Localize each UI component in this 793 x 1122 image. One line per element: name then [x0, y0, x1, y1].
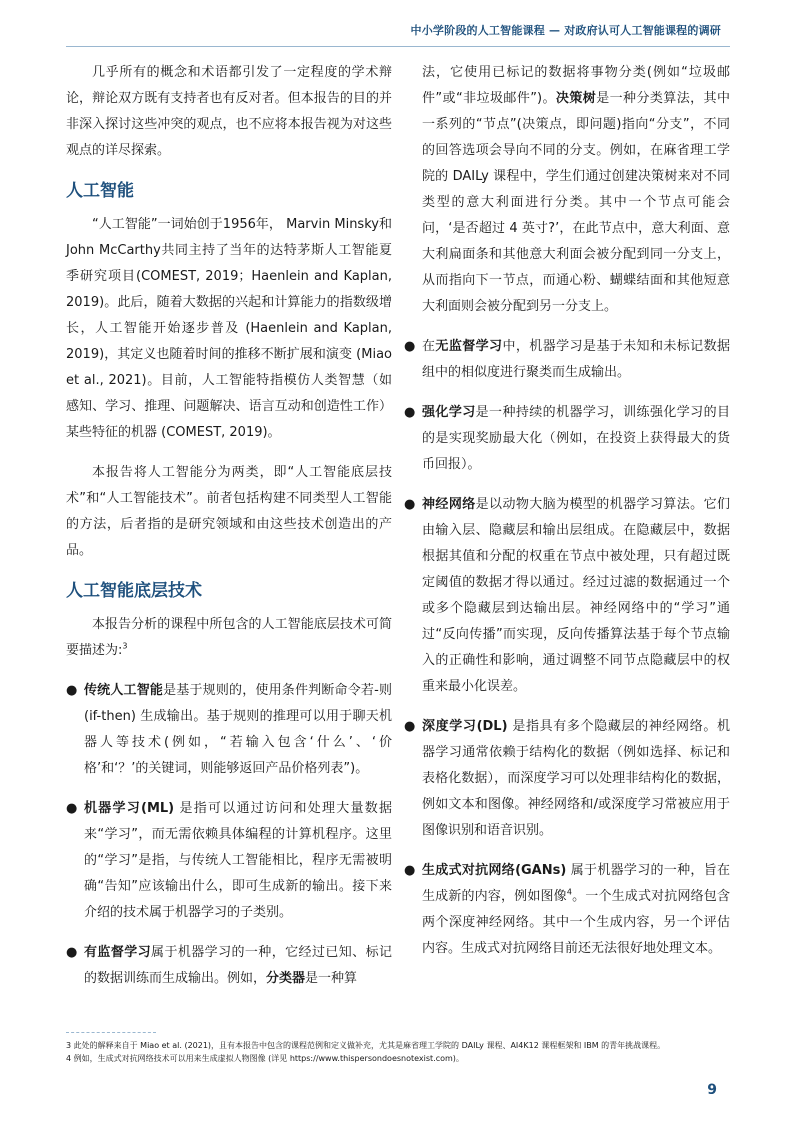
bullet-icon: ●: [404, 863, 416, 878]
desc-decision-tree: 是一种分类算法，其中一系列的“节点”(决策点，即问题)指向“分支”，不同的回答选项会导向不同的分支。例如，在麻省理工学院的 DAILy 课程中，学生们通过创建决策树来对不同类型的意大利面进行分类。其中一个节点可能会问，‘是否超过 4 英寸?’，在此节点中，意大利面、意大利扁面条和其他意大利面会被分配到同一分支上，从而指向下一节点，而通心粉、蝴蝶结面和其他短意大利面则会被分配到另一分支上。: [422, 91, 730, 314]
list-item-neural-network: [404, 492, 730, 700]
term-supervised: 有监督学习: [84, 945, 152, 960]
list-item-deep-learning: [404, 714, 730, 844]
base-intro-text: 本报告分析的课程中所包含的人工智能底层技术可简要描述为:: [66, 617, 392, 658]
header-title: 中小学阶段的人工智能课程: [410, 24, 545, 37]
bullet-icon: ●: [66, 945, 78, 960]
footnote-3: 3 此处的解释来自于 Miao et al. (2021)，且有本报告中包含的课程范例和定义做补充，尤其是麻省理工学院的 DAILy 课程、AI4K12 课程框架和 IBM 的青年挑战课程。: [66, 1041, 666, 1050]
footnotes: [66, 1040, 730, 1066]
desc-neural-network: 是以动物大脑为模型的机器学习算法。它们由输入层、隐藏层和输出层组成。在隐藏层中，数据根据其值和分配的权重在节点中被处理，只有超过既定阈值的数据才得以通过。经过过滤的数据通过一个或多个隐藏层到达输出层。神经网络中的“学习”通过“反向传播”而实现，反向传播算法基于每个节点输入的正确性和影响，通过调整不同节点隐藏层中的权重来最小化误差。: [422, 497, 730, 694]
desc-classifier: 是一种算: [305, 971, 358, 986]
bullet-icon: ●: [66, 683, 78, 698]
left-column: [66, 60, 392, 1006]
desc-reinforcement: 是一种持续的机器学习，训练强化学习的目的是实现奖励最大化（例如，在投资上获得最大的货币回报）。: [422, 405, 730, 472]
term-decision-tree: 决策树: [555, 91, 597, 106]
footnote-ref-3[interactable]: 3: [122, 641, 128, 651]
running-header: [411, 22, 721, 38]
unsupervised-pre: 在: [422, 339, 436, 354]
desc-traditional-ai: 是基于规则的，使用条件判断命令若-则 (if-then) 生成输出。基于规则的推理可以用于聊天机器人等技术(例如，“若输入包含‘什么’、‘价格’和‘？’的关键词，则能够返回产品价格列表”)。: [84, 683, 392, 776]
term-reinforcement: 强化学习: [422, 405, 476, 420]
supervised-continued: [404, 60, 730, 320]
desc-unsupervised: 中，机器学习是基于未知和未标记数据组中的相似度进行聚类而生成输出。: [422, 339, 730, 380]
intro-paragraph: 几乎所有的概念和术语都引发了一定程度的学术辩论，辩论双方既有支持者也有反对者。但本报告的目的并非深入探讨这些冲突的观点，也不应将本报告视为对这些观点的详尽探索。: [66, 65, 392, 158]
term-gans: 生成式对抗网络(GANs): [422, 863, 567, 878]
base-tech-list-cont: [404, 334, 730, 962]
footnote-ref-4[interactable]: 4: [566, 887, 572, 897]
heading-base-tech: 人工智能底层技术: [66, 581, 202, 601]
header-divider: [66, 46, 730, 47]
ai-paragraph-2: 本报告将人工智能分为两类，即“人工智能底层技术”和“人工智能技术”。前者包括构建不同类型人工智能的方法，后者指的是研究领域和由这些技术创造出的产品。: [66, 465, 392, 558]
term-deep-learning: 深度学习(DL): [422, 719, 508, 734]
bullet-icon: ●: [404, 405, 416, 420]
list-item-traditional-ai: [66, 678, 392, 782]
base-intro: [66, 612, 392, 664]
desc-ml: 是指可以通过访问和处理大量数据来“学习”，而无需依赖具体编程的计算机程序。这里的“学习”是指，与传统人工智能相比，程序无需被明确“告知”应该输出什么，即可生成新的输出。接下来介绍的技术属于机器学习的子类别。: [84, 801, 392, 920]
page-number: 9: [707, 1082, 717, 1098]
term-unsupervised: 无监督学习: [435, 339, 503, 354]
list-item-reinforcement: [404, 400, 730, 478]
bullet-icon: ●: [404, 719, 416, 734]
footnote-separator: [66, 1032, 156, 1033]
list-item-supervised: [66, 940, 392, 992]
term-classifier: 分类器: [266, 971, 306, 986]
ai-paragraph-1: “人工智能”一词始创于1956年， Marvin Minsky和 John McCarthy共同主持了当年的达特茅斯人工智能夏季研究项目(COMEST, 2019；Haenlein and Kaplan, 2019)。此后，随着大数据的兴起和计算能力的指数级增长，人工智能开始逐步普及 (Haenlein and Kaplan, 2019)，其定义也随着时间的推移不断扩展和演变 (Miao et al., 2021)。目前，人工智能特指模仿人类智慧（如感知、学习、推理、问题解决、语言互动和创造性工作）某些特征的机器 (COMEST, 2019)。: [66, 217, 392, 440]
footnote-4: 4 例如，生成式对抗网络技术可以用来生成虚拟人物图像 (详见 https://www.thispersondoesnotexist.com)。: [66, 1054, 464, 1063]
list-item-unsupervised: [404, 334, 730, 386]
right-column: [404, 60, 730, 976]
header-subtitle: 对政府认可人工智能课程的调研: [564, 24, 721, 37]
desc-gans-2: 。一个生成式对抗网络包含两个深度神经网络。其中一个生成内容，另一个评估内容。生成式对抗网络目前还无法很好地处理文本。: [422, 889, 730, 956]
desc-supervised: 属于机器学习的一种，它经过已知、标记的数据训练而生成输出。例如，: [84, 945, 392, 986]
desc-gans: 属于机器学习的一种，旨在生成新的内容，例如图像: [422, 863, 730, 904]
bullet-icon: ●: [404, 497, 416, 512]
term-neural-network: 神经网络: [422, 497, 476, 512]
term-traditional-ai: 传统人工智能: [84, 683, 164, 698]
header-dash: —: [548, 24, 561, 37]
base-tech-list: [66, 678, 392, 992]
classifier-cont: 法，它使用已标记的数据将事物分类(例如“垃圾邮件”或“非垃圾邮件”)。: [422, 65, 730, 106]
bullet-icon: ●: [66, 801, 78, 816]
list-item-gans: [404, 858, 730, 962]
bullet-icon: ●: [404, 339, 416, 354]
desc-deep-learning: 是指具有多个隐藏层的神经网络。机器学习通常依赖于结构化的数据（例如选择、标记和表格化数据），而深度学习可以处理非结构化的数据，例如文本和图像。神经网络和/或深度学习常被应用于图像识别和语音识别。: [422, 719, 730, 838]
list-item-ml: [66, 796, 392, 926]
heading-ai: 人工智能: [66, 181, 134, 201]
term-ml: 机器学习(ML): [84, 801, 175, 816]
